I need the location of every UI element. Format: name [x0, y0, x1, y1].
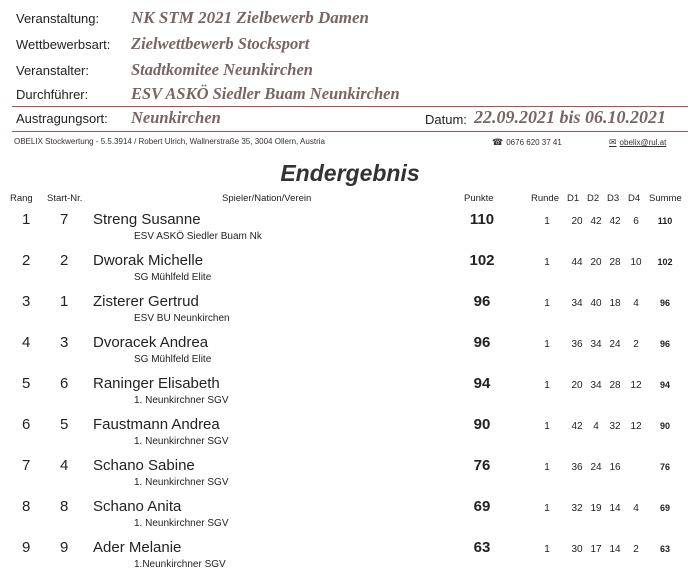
- rang: 4: [22, 334, 31, 351]
- rang: 9: [22, 539, 31, 556]
- start-nr: 7: [60, 211, 69, 228]
- d1: 34: [571, 298, 583, 309]
- d1: 36: [571, 339, 583, 350]
- player-club: 1.Neunkirchner SGV: [134, 559, 226, 570]
- player-club: 1. Neunkirchner SGV: [134, 477, 229, 488]
- runde: 1: [544, 216, 550, 227]
- table-row: [0, 535, 700, 576]
- col-punkte: Punkte: [464, 193, 494, 204]
- d2: 19: [590, 503, 602, 514]
- d3: 32: [609, 421, 621, 432]
- punkte: 94: [473, 375, 491, 392]
- col-d4: D4: [628, 193, 641, 204]
- d4: 4: [633, 503, 639, 514]
- start-nr: 1: [60, 293, 69, 310]
- d3: 28: [609, 380, 621, 391]
- summe: 90: [659, 421, 670, 431]
- table-row: [0, 289, 700, 330]
- rang: 2: [22, 252, 31, 269]
- email-address[interactable]: obelix@rul.at: [619, 138, 667, 147]
- field-value: Neunkirchen: [131, 108, 221, 127]
- table-row: [0, 453, 700, 494]
- start-nr: 8: [60, 498, 69, 515]
- table-row: [0, 412, 700, 453]
- punkte: 96: [473, 334, 491, 351]
- player-club: 1. Neunkirchner SGV: [134, 518, 229, 529]
- header-veranstalter: [0, 60, 700, 84]
- d1: 32: [571, 503, 583, 514]
- field-label: Veranstalter:: [16, 63, 89, 78]
- d4: 12: [630, 421, 642, 432]
- d3: 18: [609, 298, 621, 309]
- player-name: Faustmann Andrea: [93, 416, 220, 433]
- header-durchfuehrer: [0, 84, 700, 108]
- player-name: Schano Anita: [93, 498, 182, 515]
- d2: 17: [590, 544, 602, 555]
- phone-number: 0676 620 37 41: [506, 138, 562, 147]
- summe: 102: [657, 257, 673, 267]
- start-nr: 3: [60, 334, 69, 351]
- runde: 1: [544, 257, 550, 268]
- credit-text: OBELIX Stockwertung - 5.5.3914 / Robert Ulrich, Wallnerstraße 35, 3004 Ollern, Austria: [14, 137, 325, 146]
- phone: [492, 137, 562, 148]
- col-d3: D3: [607, 193, 620, 204]
- punkte: 69: [473, 498, 491, 515]
- summe: 94: [659, 380, 670, 390]
- d2: 20: [590, 257, 602, 268]
- runde: 1: [544, 462, 550, 473]
- player-name: Schano Sabine: [93, 457, 195, 474]
- rang: 7: [22, 457, 31, 474]
- player-name: Zisterer Gertrud: [93, 293, 199, 310]
- d3: 42: [609, 216, 621, 227]
- d3: 28: [609, 257, 621, 268]
- header-veranstaltung: [0, 8, 700, 32]
- d1: 42: [571, 421, 583, 432]
- rang: 1: [22, 211, 31, 228]
- runde: 1: [544, 503, 550, 514]
- field-label: Austragungsort:: [16, 111, 108, 126]
- player-club: 1. Neunkirchner SGV: [134, 395, 229, 406]
- d2: 42: [590, 216, 602, 227]
- d2: 24: [590, 462, 602, 473]
- summe: 96: [659, 298, 670, 308]
- player-name: Ader Melanie: [93, 539, 182, 556]
- rang: 5: [22, 375, 31, 392]
- page-title: Endergebnis: [280, 160, 420, 186]
- summe: 96: [659, 339, 670, 349]
- summe: 110: [657, 216, 673, 226]
- punkte: 76: [473, 457, 491, 474]
- d1: 36: [571, 462, 583, 473]
- rang: 8: [22, 498, 31, 515]
- runde: 1: [544, 544, 550, 555]
- runde: 1: [544, 298, 550, 309]
- col-rang: Rang: [10, 193, 33, 204]
- punkte: 102: [469, 252, 495, 269]
- start-nr: 9: [60, 539, 69, 556]
- divider-bottom: [12, 131, 688, 132]
- d2: 34: [590, 380, 602, 391]
- d2: 4: [593, 421, 599, 432]
- player-club: ESV BU Neunkirchen: [134, 313, 230, 324]
- phone-icon: ☎: [492, 137, 504, 147]
- table-row: [0, 248, 700, 289]
- field-label: Veranstaltung:: [16, 11, 100, 26]
- table-row: [0, 371, 700, 412]
- field-label: Wettbewerbsart:: [16, 37, 111, 52]
- d4: 10: [630, 257, 642, 268]
- d4: 4: [633, 298, 639, 309]
- col-spieler: Spieler/Nation/Verein: [222, 193, 312, 204]
- field-label: Durchführer:: [16, 87, 89, 102]
- d1: 44: [571, 257, 583, 268]
- punkte: 63: [473, 539, 491, 556]
- summe: 69: [659, 503, 670, 513]
- field-value: Stadtkomitee Neunkirchen: [131, 60, 313, 79]
- d4: 2: [633, 339, 639, 350]
- player-name: Dworak Michelle: [93, 252, 204, 269]
- header-austragungsort: [0, 108, 700, 132]
- runde: 1: [544, 421, 550, 432]
- d4: 2: [633, 544, 639, 555]
- start-nr: 5: [60, 416, 69, 433]
- d1: 20: [571, 216, 583, 227]
- rang: 3: [22, 293, 31, 310]
- player-club: 1. Neunkirchner SGV: [134, 436, 229, 447]
- player-club: ESV ASKÖ Siedler Buam Nk: [134, 231, 262, 242]
- punkte: 110: [469, 211, 495, 228]
- runde: 1: [544, 339, 550, 350]
- col-d1: D1: [567, 193, 580, 204]
- summe: 63: [659, 544, 670, 554]
- col-summe: Summe: [649, 193, 682, 204]
- table-row: [0, 207, 700, 248]
- datum-value: 22.09.2021 bis 06.10.2021: [474, 107, 667, 127]
- player-name: Dvoracek Andrea: [93, 334, 209, 351]
- header-wettbewerbsart: [0, 34, 700, 58]
- player-club: SG Mühlfeld Elite: [134, 272, 212, 283]
- email[interactable]: [609, 137, 666, 148]
- d4: 12: [630, 380, 642, 391]
- field-value: Zielwettbewerb Stocksport: [131, 34, 310, 53]
- col-start: Start-Nr.: [47, 193, 83, 204]
- d1: 30: [571, 544, 583, 555]
- mail-icon: ✉: [609, 137, 617, 147]
- datum-label: Datum:: [425, 112, 467, 127]
- d1: 20: [571, 380, 583, 391]
- field-value: ESV ASKÖ Siedler Buam Neunkirchen: [131, 84, 400, 103]
- start-nr: 2: [60, 252, 69, 269]
- table-row: [0, 330, 700, 371]
- punkte: 96: [473, 293, 491, 310]
- d4: 6: [633, 216, 639, 227]
- field-value: NK STM 2021 Zielbewerb Damen: [131, 8, 369, 27]
- d3: 14: [609, 503, 621, 514]
- table-row: [0, 494, 700, 535]
- d3: 14: [609, 544, 621, 555]
- punkte: 90: [473, 416, 491, 433]
- rang: 6: [22, 416, 31, 433]
- summe: 76: [659, 462, 670, 472]
- runde: 1: [544, 380, 550, 391]
- d3: 24: [609, 339, 621, 350]
- start-nr: 4: [60, 457, 69, 474]
- d2: 34: [590, 339, 602, 350]
- player-name: Streng Susanne: [93, 211, 201, 228]
- d3: 16: [609, 462, 621, 473]
- col-d2: D2: [587, 193, 600, 204]
- player-club: SG Mühlfeld Elite: [134, 354, 212, 365]
- player-name: Raninger Elisabeth: [93, 375, 220, 392]
- start-nr: 6: [60, 375, 69, 392]
- d2: 40: [590, 298, 602, 309]
- col-runde: Runde: [531, 193, 559, 204]
